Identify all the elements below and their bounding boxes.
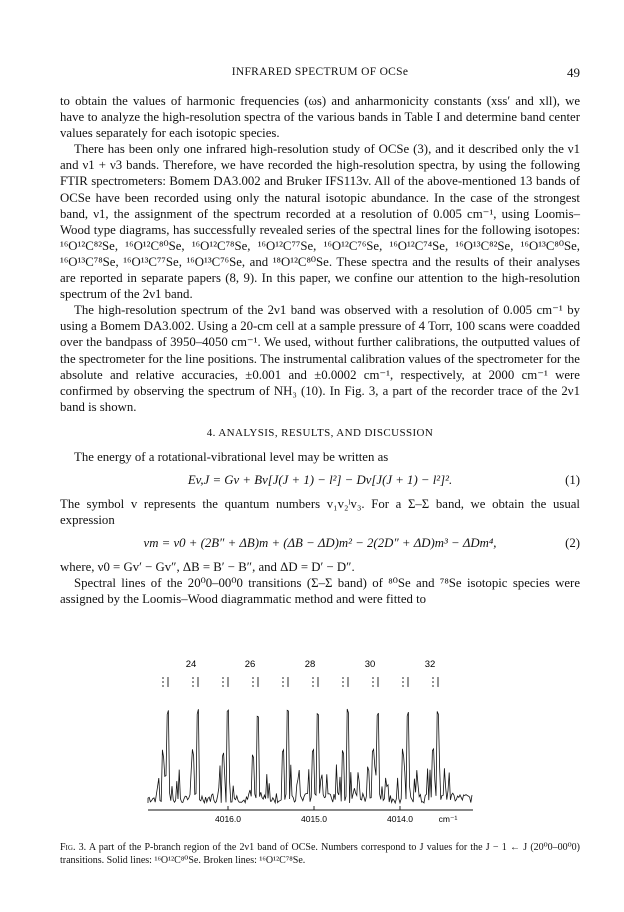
last-paragraph: Spectral lines of the 20⁰0–00⁰0 transitions (Σ–Σ band) of ⁸⁰Se and ⁷⁸Se isotopic species were assigned by the Loomis–Wood diagrammatic method and were fitted to	[60, 576, 580, 607]
section-intro: The energy of a rotational-vibrational level may be written as	[74, 449, 389, 464]
spectrum-plot	[138, 653, 483, 838]
text-after-equation-2: where, ν0 = Gv′ − Gv″, ΔB = B′ − B″, and ΔD = D′ − D″.	[60, 560, 355, 575]
j-label-28: 28	[304, 659, 316, 670]
text-after-equation-1: The symbol v represents the quantum numbers v₁v₂ˡv₃. For a Σ–Σ band, we obtain the usual expression	[60, 497, 580, 528]
equation-2-number: (2)	[565, 536, 580, 551]
body-text	[60, 93, 580, 608]
j-value-labels	[186, 659, 436, 670]
equation-2-formula: νm = ν0 + (2B″ + ΔB)m + (ΔB − ΔD)m² − 2(2D″ + ΔD)m³ − ΔDm⁴,	[143, 536, 497, 551]
caption-label: Fig. 3.	[60, 842, 87, 853]
j-label-26: 26	[244, 659, 256, 670]
tick-label-4015: 4015.0	[301, 814, 327, 824]
line-markers	[163, 677, 438, 687]
x-axis-ticks	[215, 806, 457, 824]
j-label-24: 24	[185, 659, 197, 670]
spectrum-trace	[148, 709, 472, 803]
page-number: 49	[567, 65, 580, 80]
equation-2	[60, 535, 580, 552]
j-label-30: 30	[364, 659, 376, 670]
paragraph-2: There has been only one infrared high-resolution study of OCSe (3), and it described only the ν1 and ν1 + ν3 bands. Therefore, we have recorded the high-resolution spectra, by using the following FTIR spectrometers: Bomem DA3.002 and Bruker IFS113v. All of the above-mentioned 13 bands of OCSe have been recorded using only the natural isotopic abundance. In the case of the strongest band, ν1, the assignment of the spectrum recorded at a resolution of 0.005 cm⁻¹, using Loomis–Wood type diagrams, has successfully revealed series of the spectral lines for the following isotopes: ¹⁶O¹²C⁸²Se, ¹⁶O¹²C⁸⁰Se, ¹⁶O¹²C⁷⁸Se, ¹⁶O¹²C⁷⁷Se, ¹⁶O¹²C⁷⁶Se, ¹⁶O¹²C⁷⁴Se, ¹⁶O¹³C⁸²Se, ¹⁶O¹³C⁸⁰Se, ¹⁶O¹³C⁷⁸Se, ¹⁶O¹³C⁷⁷Se, ¹⁶O¹³C⁷⁶Se, and ¹⁸O¹²C⁸⁰Se. These spectra and the results of their analyses are reported in separate papers (8, 9). In this paper, we confine our attention to the high-resolution spectrum of the 2ν1 band.	[60, 142, 580, 302]
tick-label-4014: 4014.0	[387, 814, 413, 824]
paragraph-1: to obtain the values of harmonic frequencies (ωs) and anharmonicity constants (xss′ and xll), we have to analyze the high-resolution spectra of the various bands in Table I and determine band center values separately for each isotopic species.	[60, 94, 580, 141]
j-label-32: 32	[424, 659, 436, 670]
equation-1-number: (1)	[565, 473, 580, 488]
section-heading: 4. ANALYSIS, RESULTS, AND DISCUSSION	[206, 426, 434, 439]
tick-label-4016: 4016.0	[215, 814, 241, 824]
figure-caption	[60, 841, 580, 867]
equation-1-formula: Ev,J = Gv + Bv[J(J + 1) − l²] − Dv[J(J + 1) − l²]².	[187, 473, 453, 488]
figure-3	[138, 653, 483, 838]
x-axis-unit: cm⁻¹	[438, 814, 458, 824]
paragraph-3: The high-resolution spectrum of the 2ν1 band was observed with a resolution of 0.005 cm⁻¹ by using a Bomem DA3.002. Using a 20-cm cell at a sample pressure of 4 Torr, 100 scans were coadded over the bandpass of 3950–4050 cm⁻¹. We used, without further calibrations, the outputted values of the spectrometer for the line positions. The instrumental calibration values of the spectrometer for the absolute and relative accuracies, ±0.001 and ±0.0002 cm⁻¹, respectively, at 2000 cm⁻¹ were confirmed by observing the spectrum of NH₃ (10). In Fig. 3, a part of the recorder trace of the 2ν1 band is shown.	[60, 303, 580, 414]
running-title: INFRARED SPECTRUM OF OCSe	[231, 66, 409, 78]
equation-1	[60, 472, 580, 489]
page-header	[60, 66, 580, 82]
caption-text: A part of the P-branch region of the 2ν1 band of OCSe. Numbers correspond to J values for the J − 1 ← J (20⁰0–00⁰0) transitions. Solid lines: ¹⁶O¹²C⁸⁰Se. Broken lines: ¹⁶O¹²C⁷⁸Se.	[60, 842, 581, 866]
